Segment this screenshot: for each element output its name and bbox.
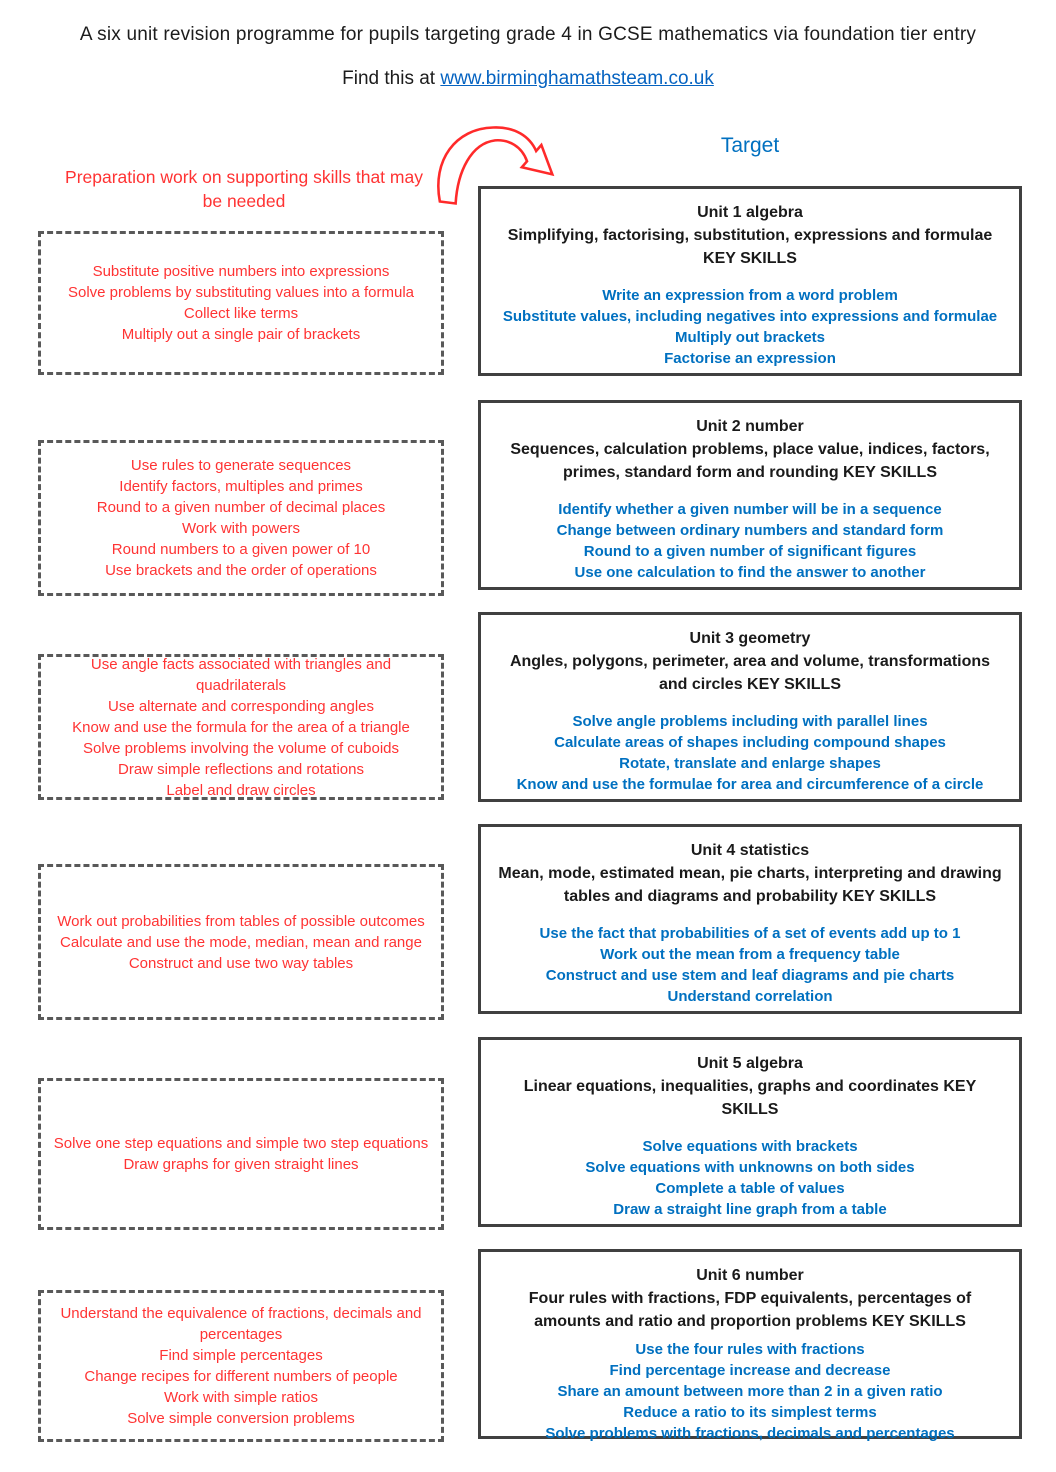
unit-3-title: Unit 3 geometry — [689, 630, 811, 647]
key-skill-line: Reduce a ratio to its simplest terms — [623, 1404, 877, 1421]
unit-4-subtitle: Mean, mode, estimated mean, pie charts, interpreting and drawing tables and diagrams and probability KEY SKILLS — [498, 865, 1002, 905]
unit-1-subtitle: Simplifying, factorising, substitution, expressions and formulae KEY SKILLS — [507, 227, 993, 267]
unit-1-title: Unit 1 algebra — [697, 204, 803, 221]
unit-box-1 — [478, 186, 1022, 376]
key-skill-line: Use the four rules with fractions — [635, 1341, 865, 1358]
prep-skill-line: Work out probabilities from tables of possible outcomes — [57, 912, 425, 930]
prep-skill-line: Work with simple ratios — [164, 1389, 318, 1406]
prep-skill-line: Calculate and use the mode, median, mean and range — [60, 933, 422, 951]
prep-skill-line: Draw graphs for given straight lines — [123, 1156, 359, 1173]
prep-skill-line: Work with powers — [181, 520, 301, 537]
prep-skill-line: Label and draw circles — [166, 781, 316, 799]
key-skill-line: Use one calculation to find the answer to another — [574, 564, 926, 581]
unit-1-key-skills — [497, 285, 1003, 369]
key-skill-line: Share an amount between more than 2 in a given ratio — [557, 1383, 943, 1400]
key-skill-line: Write an expression from a word problem — [602, 287, 898, 304]
unit-box-2 — [478, 400, 1022, 590]
prep-skill-line: Solve one step equations and simple two step equations — [53, 1135, 429, 1152]
prep-skill-line: Substitute positive numbers into expressions — [92, 263, 390, 280]
key-skill-line: Calculate areas of shapes including compound shapes — [554, 734, 946, 751]
unit-5-subtitle: Linear equations, inequalities, graphs and coordinates KEY SKILLS — [523, 1078, 977, 1118]
unit-6-title: Unit 6 number — [696, 1267, 804, 1284]
key-skill-line: Understand correlation — [667, 988, 833, 1005]
key-skill-line: Round to a given number of significant figures — [583, 543, 917, 560]
prep-box-unit-5 — [38, 1078, 444, 1230]
page-title: A six unit revision programme for pupils targeting grade 4 in GCSE mathematics via foundation tier entry — [79, 24, 977, 45]
preparation-heading: Preparation work on supporting skills that may be needed — [65, 167, 423, 211]
prep-skill-line: Identify factors, multiples and primes — [119, 478, 363, 495]
unit-6-subtitle: Four rules with fractions, FDP equivalents, percentages of amounts and ratio and proportion problems KEY SKILLS — [528, 1290, 972, 1330]
prep-skill-line: Solve simple conversion problems — [127, 1410, 355, 1427]
target-heading: Target — [720, 134, 780, 157]
unit-5-title: Unit 5 algebra — [697, 1055, 803, 1072]
prep-skill-line: Draw simple reflections and rotations — [118, 760, 364, 778]
prep-skill-line: Use brackets and the order of operations — [105, 562, 377, 579]
prep-skill-line: Understand the equivalence of fractions, decimals and percentages — [60, 1305, 422, 1343]
link-prefix: Find this at — [342, 68, 441, 89]
key-skill-line: Work out the mean from a frequency table — [600, 946, 900, 963]
key-skill-line: Factorise an expression — [664, 350, 836, 367]
key-skill-line: Solve equations with brackets — [642, 1138, 858, 1155]
prep-skill-line: Find simple percentages — [159, 1347, 323, 1364]
prep-box-unit-1 — [38, 231, 444, 375]
key-skill-line: Identify whether a given number will be in a sequence — [558, 501, 942, 518]
key-skill-line: Rotate, translate and enlarge shapes — [619, 755, 881, 772]
unit-2-subtitle: Sequences, calculation problems, place value, indices, factors, primes, standard form and rounding KEY SKILLS — [510, 441, 990, 481]
unit-3-key-skills — [497, 711, 1003, 795]
prep-skill-line: Multiply out a single pair of brackets — [121, 326, 361, 343]
unit-box-3 — [478, 612, 1022, 802]
prep-skill-line: Use rules to generate sequences — [130, 457, 352, 474]
prep-skill-line: Round numbers to a given power of 10 — [111, 541, 371, 558]
key-skill-line: Use the fact that probabilities of a set of events add up to 1 — [539, 925, 961, 942]
unit-4-key-skills — [497, 923, 1003, 1007]
unit-2-title: Unit 2 number — [696, 418, 804, 435]
unit-4-title: Unit 4 statistics — [690, 842, 810, 859]
prep-box-unit-2 — [38, 440, 444, 596]
key-skill-line: Construct and use stem and leaf diagrams and pie charts — [545, 967, 955, 984]
prep-skill-line: Use alternate and corresponding angles — [107, 697, 374, 715]
prep-skill-line: Solve problems involving the volume of cuboids — [82, 739, 399, 757]
key-skill-line: Multiply out brackets — [674, 329, 826, 346]
key-skill-line: Change between ordinary numbers and standard form — [556, 522, 944, 539]
prep-box-unit-6 — [38, 1290, 444, 1442]
key-skill-line: Complete a table of values — [655, 1180, 845, 1197]
key-skill-line: Find percentage increase and decrease — [609, 1362, 891, 1379]
prep-box-unit-3 — [38, 654, 444, 800]
key-skill-line: Solve equations with unknowns on both sides — [585, 1159, 915, 1176]
prep-skill-line: Collect like terms — [183, 305, 299, 322]
prep-skill-line: Round to a given number of decimal places — [96, 499, 386, 516]
key-skill-line: Solve angle problems including with parallel lines — [572, 713, 928, 730]
website-link[interactable]: www.birminghamathsteam.co.uk — [440, 68, 714, 89]
unit-box-4 — [478, 824, 1022, 1014]
key-skill-line: Substitute values, including negatives into expressions and formulae — [502, 308, 998, 325]
unit-2-key-skills — [497, 499, 1003, 583]
key-skill-line: Know and use the formulae for area and circumference of a circle — [516, 776, 984, 793]
unit-box-5 — [478, 1037, 1022, 1227]
find-this-line — [0, 68, 1056, 90]
unit-6-key-skills — [497, 1339, 1003, 1444]
prep-box-unit-4 — [38, 864, 444, 1020]
unit-5-key-skills — [497, 1136, 1003, 1220]
prep-skill-line: Change recipes for different numbers of people — [84, 1368, 398, 1385]
prep-skill-line: Construct and use two way tables — [128, 954, 354, 972]
unit-3-subtitle: Angles, polygons, perimeter, area and volume, transformations and circles KEY SKILLS — [509, 653, 991, 693]
prep-skill-line: Solve problems by substituting values into a formula — [67, 284, 414, 301]
prep-skill-line: Know and use the formula for the area of a triangle — [72, 718, 410, 736]
key-skill-line: Draw a straight line graph from a table — [613, 1201, 887, 1218]
key-skill-line: Solve problems with fractions, decimals and percentages — [545, 1425, 955, 1442]
prep-skill-line: Use angle facts associated with triangles and quadrilaterals — [90, 655, 392, 694]
unit-box-6 — [478, 1249, 1022, 1442]
